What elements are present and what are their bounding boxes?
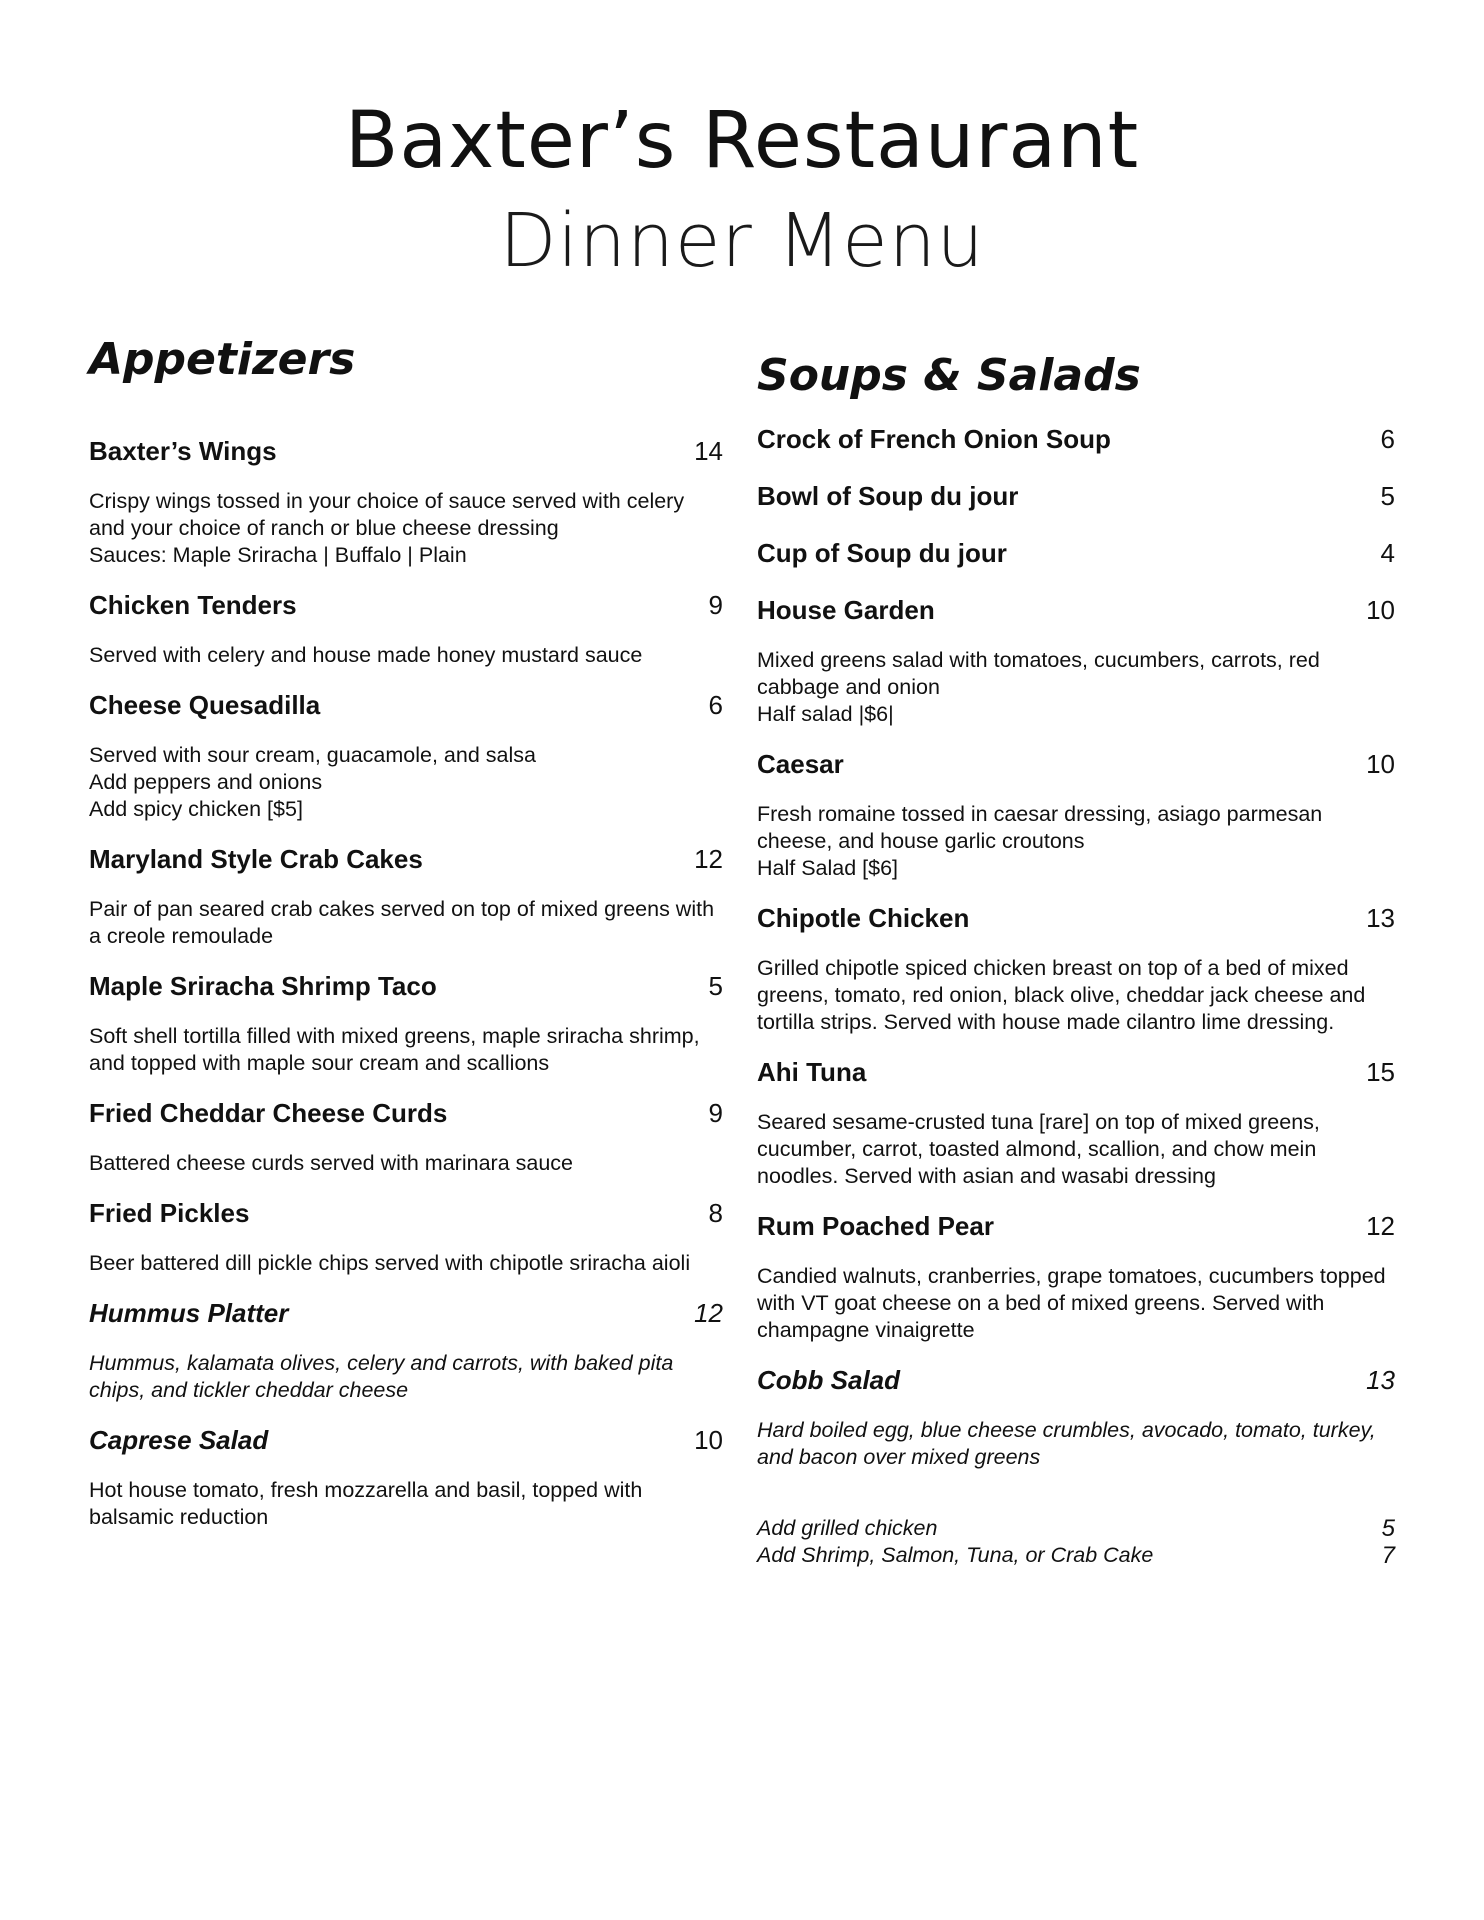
item-price: 9 bbox=[708, 590, 723, 620]
item-description: Grilled chipotle spiced chicken breast on top of a bed of mixed greens, tomato, red onion, black olive, cheddar jack cheese and tortilla strips. Served with house made cilantro lime dressing. bbox=[757, 956, 1366, 1034]
item-price: 5 bbox=[1380, 481, 1395, 511]
salad-addons bbox=[757, 1515, 1395, 1569]
appetizers-heading: Appetizers bbox=[89, 334, 356, 385]
menu-item bbox=[89, 1096, 723, 1177]
item-name: House Garden bbox=[757, 595, 935, 625]
menu-item bbox=[757, 536, 1395, 570]
menu-item bbox=[89, 842, 723, 950]
item-name: Hummus Platter bbox=[89, 1298, 289, 1328]
item-name: Caprese Salad bbox=[89, 1425, 269, 1455]
menu-item bbox=[757, 747, 1395, 882]
item-name: Chipotle Chicken bbox=[757, 903, 970, 933]
restaurant-title: Baxter’s Restaurant bbox=[344, 96, 1140, 186]
menu-item bbox=[757, 901, 1395, 1036]
item-description: Hot house tomato, fresh mozzarella and basil, topped with balsamic reduction bbox=[89, 1478, 643, 1529]
item-name: Rum Poached Pear bbox=[757, 1211, 994, 1241]
appetizers-column bbox=[89, 334, 723, 1550]
item-price: 15 bbox=[1366, 1057, 1395, 1087]
item-name: Caesar bbox=[757, 749, 844, 779]
menu-item bbox=[89, 588, 723, 669]
item-price: 10 bbox=[1366, 749, 1395, 779]
item-price: 6 bbox=[1380, 424, 1395, 454]
item-name: Cheese Quesadilla bbox=[89, 690, 321, 720]
menu-item bbox=[89, 434, 723, 569]
item-description: Beer battered dill pickle chips served with chipotle sriracha aioli bbox=[89, 1251, 691, 1275]
item-description: Candied walnuts, cranberries, grape tomatoes, cucumbers topped with VT goat cheese on a bed of mixed greens. Served with champagne vinaigrette bbox=[757, 1264, 1386, 1342]
menu-item bbox=[89, 688, 723, 823]
menu-item bbox=[757, 479, 1395, 513]
item-price: 6 bbox=[708, 690, 723, 720]
item-description: Battered cheese curds served with marinara sauce bbox=[89, 1151, 573, 1175]
item-description: Hummus, kalamata olives, celery and carrots, with baked pita chips, and tickler cheddar cheese bbox=[89, 1351, 674, 1402]
item-name: Bowl of Soup du jour bbox=[757, 481, 1019, 511]
addon-price: 7 bbox=[1381, 1542, 1395, 1569]
item-name: Fried Cheddar Cheese Curds bbox=[89, 1098, 448, 1128]
item-description: Served with celery and house made honey mustard sauce bbox=[89, 643, 643, 667]
item-description: Soft shell tortilla filled with mixed greens, maple sriracha shrimp, and topped with maple sour cream and scallions bbox=[89, 1024, 700, 1075]
item-description: Pair of pan seared crab cakes served on top of mixed greens with a creole remoulade bbox=[89, 897, 715, 948]
item-description: Mixed greens salad with tomatoes, cucumbers, carrots, red cabbage and onion Half salad |$6| bbox=[757, 648, 1320, 726]
item-name: Chicken Tenders bbox=[89, 590, 297, 620]
item-name: Crock of French Onion Soup bbox=[757, 424, 1111, 454]
item-name: Cobb Salad bbox=[757, 1365, 901, 1395]
item-price: 13 bbox=[1366, 903, 1395, 933]
item-description: Served with sour cream, guacamole, and salsa Add peppers and onions Add spicy chicken [$5] bbox=[89, 743, 536, 821]
menu-item bbox=[89, 1196, 723, 1277]
menu-item bbox=[89, 1296, 723, 1404]
menu-item bbox=[89, 969, 723, 1077]
soups-salads-heading: Soups & Salads bbox=[757, 350, 1141, 401]
item-name: Ahi Tuna bbox=[757, 1057, 867, 1087]
item-name: Maple Sriracha Shrimp Taco bbox=[89, 971, 437, 1001]
addon-price: 5 bbox=[1381, 1515, 1395, 1542]
item-price: 12 bbox=[694, 1298, 723, 1328]
menu-item bbox=[757, 1055, 1395, 1190]
addon-row bbox=[757, 1542, 1395, 1569]
item-name: Baxter’s Wings bbox=[89, 436, 277, 466]
item-description: Fresh romaine tossed in caesar dressing, asiago parmesan cheese, and house garlic croutons Half Salad [$6] bbox=[757, 802, 1323, 880]
item-price: 9 bbox=[708, 1098, 723, 1128]
item-name: Cup of Soup du jour bbox=[757, 538, 1007, 568]
item-description: Seared sesame-crusted tuna [rare] on top of mixed greens, cucumber, carrot, toasted almond, scallion, and chow mein noodles. Served with asian and wasabi dressing bbox=[757, 1110, 1320, 1188]
item-price: 4 bbox=[1380, 538, 1395, 568]
item-price: 8 bbox=[708, 1198, 723, 1228]
menu-item bbox=[89, 1423, 723, 1531]
menu-item bbox=[757, 1209, 1395, 1344]
menu-item bbox=[757, 422, 1395, 456]
item-price: 14 bbox=[694, 436, 723, 466]
item-name: Fried Pickles bbox=[89, 1198, 250, 1228]
item-description: Crispy wings tossed in your choice of sauce served with celery and your choice of ranch or blue cheese dressing Sauces: Maple Sriracha | Buffalo | Plain bbox=[89, 489, 685, 567]
item-price: 12 bbox=[1366, 1211, 1395, 1241]
menu-subtitle: Dinner Menu bbox=[499, 198, 985, 284]
addon-label: Add Shrimp, Salmon, Tuna, or Crab Cake bbox=[757, 1543, 1154, 1567]
item-price: 12 bbox=[694, 844, 723, 874]
menu-item bbox=[757, 1363, 1395, 1471]
item-price: 10 bbox=[694, 1425, 723, 1455]
menu-item bbox=[757, 593, 1395, 728]
item-price: 5 bbox=[708, 971, 723, 1001]
addon-row bbox=[757, 1515, 1395, 1542]
addon-label: Add grilled chicken bbox=[757, 1516, 938, 1540]
soups-salads-column bbox=[757, 350, 1395, 1569]
item-description: Hard boiled egg, blue cheese crumbles, avocado, tomato, turkey, and bacon over mixed greens bbox=[757, 1418, 1376, 1469]
item-price: 13 bbox=[1366, 1365, 1395, 1395]
item-price: 10 bbox=[1366, 595, 1395, 625]
item-name: Maryland Style Crab Cakes bbox=[89, 844, 423, 874]
